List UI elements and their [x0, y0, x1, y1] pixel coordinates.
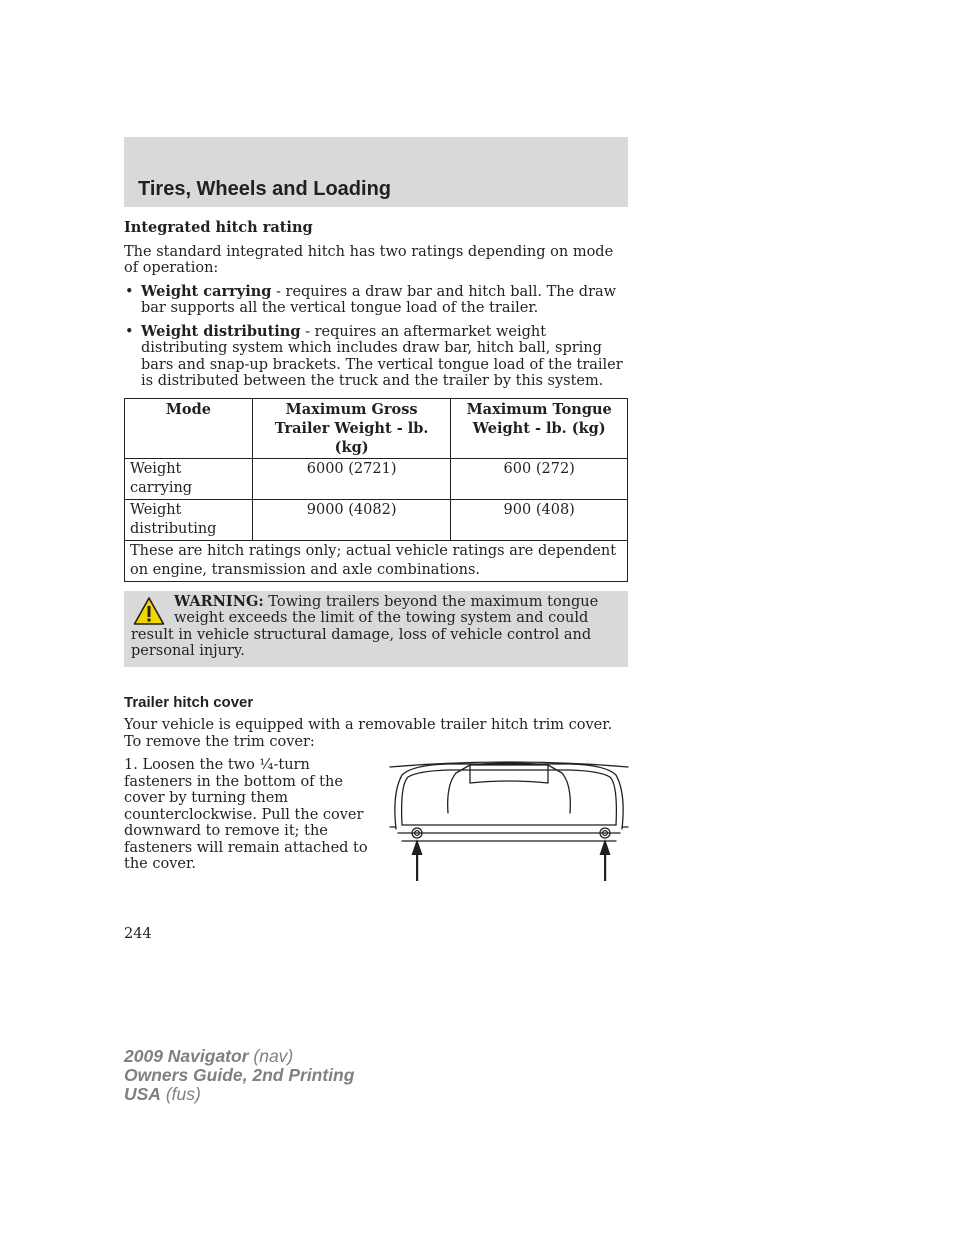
- table-note-row: [125, 540, 628, 581]
- hitch-cover-heading: Trailer hitch cover: [124, 693, 254, 711]
- cell-gross-weight: 9000 (4082): [252, 499, 451, 540]
- page-content: [124, 220, 628, 887]
- hitch-cover-diagram: [388, 753, 630, 883]
- cell-mode: Weight carrying: [125, 458, 253, 499]
- step-section: [124, 757, 628, 887]
- hitch-rating-heading: Integrated hitch rating: [124, 219, 313, 236]
- warning-triangle-icon: [133, 596, 165, 626]
- footer-market: USA: [124, 1084, 161, 1104]
- hitch-rating-intro: The standard integrated hitch has two ratings depending on mode of operation:: [124, 243, 614, 276]
- cell-mode: Weight distributing: [125, 499, 253, 540]
- cell-gross-weight: 6000 (2721): [252, 458, 451, 499]
- footer-line-1: [124, 1047, 354, 1066]
- footer-model-code: (nav): [248, 1046, 294, 1066]
- footer-market-code: (fus): [160, 1084, 201, 1104]
- footer-line-3: [124, 1085, 354, 1104]
- footer: [124, 1047, 354, 1104]
- section-title: Tires, Wheels and Loading: [138, 178, 392, 200]
- table-header-row: [125, 398, 628, 458]
- column-header-mode: Mode: [125, 398, 253, 458]
- list-item: [124, 284, 628, 317]
- bullet-icon: •: [125, 323, 134, 340]
- bullet-text: - requires an aftermarket weight distributing system which includes draw bar, hitch ball, spring bars and snap-up brackets. The vertical tongue load of the trailer is distributed between the truck and the trailer by this system.: [141, 323, 623, 389]
- footer-model: 2009 Navigator: [124, 1046, 249, 1066]
- table-note: These are hitch ratings only; actual vehicle ratings are dependent on engine, transmission and axle combinations.: [125, 540, 628, 581]
- bullet-term: Weight distributing: [141, 322, 301, 340]
- cell-tongue-weight: 900 (408): [451, 499, 628, 540]
- list-item: [124, 324, 628, 390]
- mode-list: [124, 284, 628, 390]
- cell-tongue-weight: 600 (272): [451, 458, 628, 499]
- hitch-ratings-table: [124, 398, 628, 582]
- warning-text: Towing trailers beyond the maximum tongue weight exceeds the limit of the towing system and could result in vehicle structural damage, loss of vehicle control and personal injury.: [131, 593, 599, 659]
- hitch-cover-intro: Your vehicle is equipped with a removable trailer hitch trim cover. To remove the trim cover:: [124, 717, 613, 750]
- bullet-term: Weight carrying: [141, 282, 272, 300]
- section-header: [124, 137, 628, 207]
- table-row: [125, 458, 628, 499]
- column-header-tongue-weight: Maximum Tongue Weight - lb. (kg): [451, 398, 628, 458]
- table-row: [125, 499, 628, 540]
- warning-box: [124, 591, 628, 667]
- bullet-icon: •: [125, 283, 134, 300]
- bullet-text: - requires a draw bar and hitch ball. The draw bar supports all the vertical tongue load of the trailer.: [141, 283, 617, 316]
- column-header-gross-weight: Maximum Gross Trailer Weight - lb. (kg): [252, 398, 451, 458]
- page-number: 244: [124, 926, 152, 942]
- footer-line-2: Owners Guide, 2nd Printing: [124, 1065, 355, 1085]
- warning-label: WARNING:: [174, 592, 264, 610]
- step-1-text: 1. Loosen the two ¹⁄₄-turn fasteners in the bottom of the cover by turning them counterclockwise. Pull the cover downward to remove it; the fasteners will remain attached to the cover.: [124, 757, 368, 872]
